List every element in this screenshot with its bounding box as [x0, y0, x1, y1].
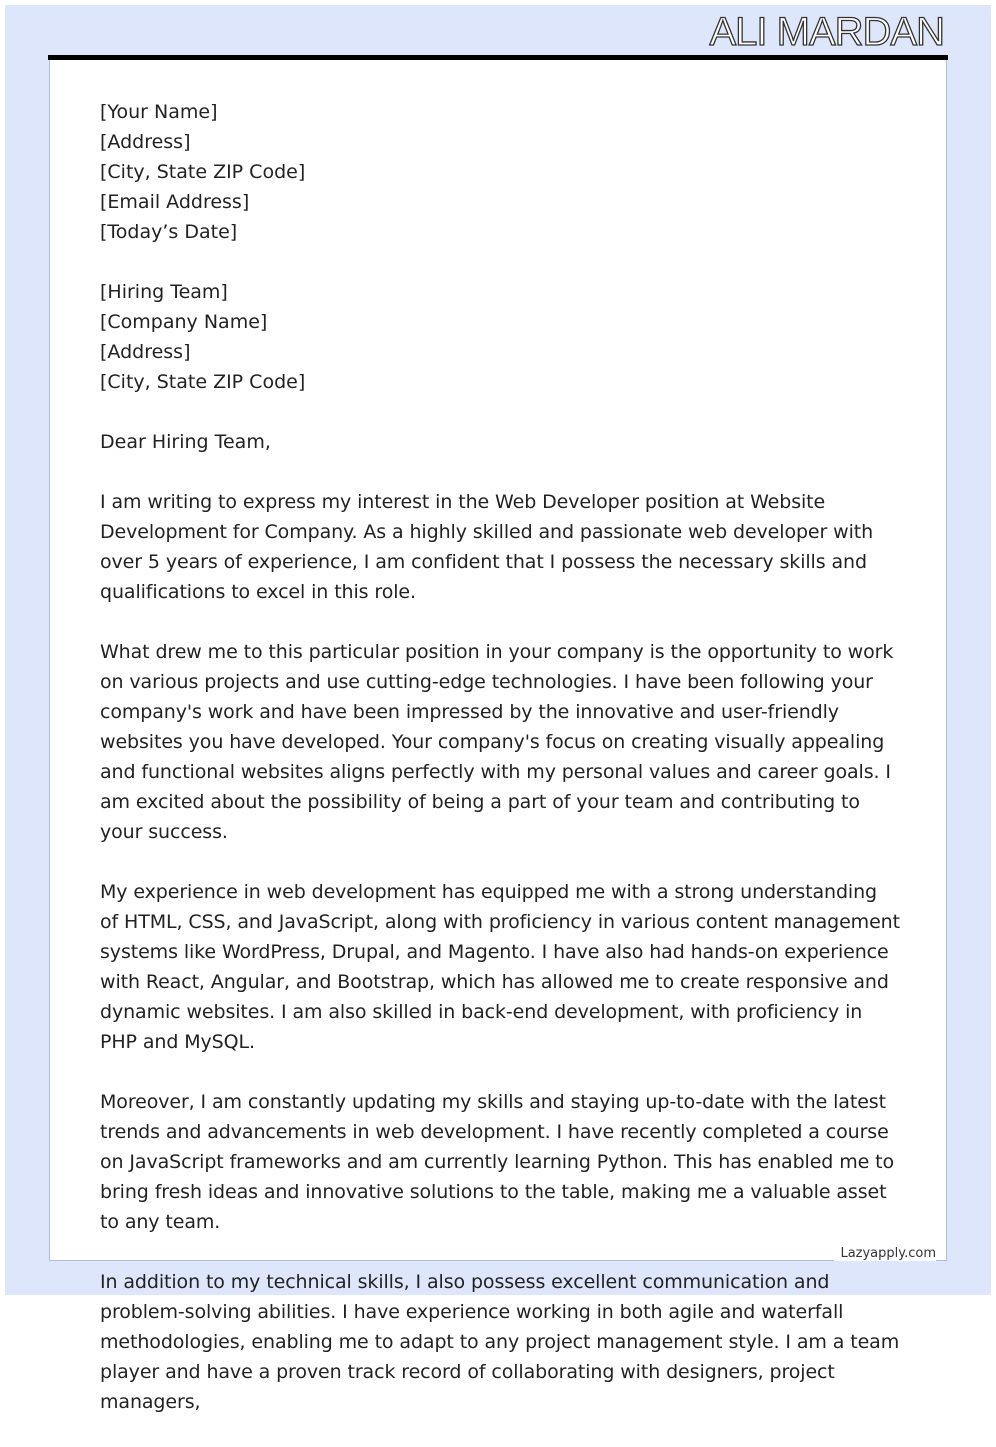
paragraph-2: What drew me to this particular position in your company is the opportunity to work on various projects and use cutting-edge technologies. I have been following your company's work and have been impressed by the innovative and user-friendly websites you have developed. Your company's focus on creating visually appealing and functional websites aligns perfectly with my personal values and career goals. I am excited about the possibility of being a part of your team and contributing to your success.	[100, 641, 894, 843]
recipient-block	[100, 277, 900, 397]
sender-date: [Today’s Date]	[100, 221, 238, 243]
sender-name: [Your Name]	[100, 101, 218, 123]
sender-block	[100, 97, 900, 247]
spacer	[100, 247, 900, 277]
paragraph-5: In addition to my technical skills, I also possess excellent communication and problem-solving abilities. I have experience working in both agile and waterfall methodologies, enabling me to adapt to any project management style. I am a team player and have a proven track record of collaborating with designers, project managers,	[100, 1271, 900, 1413]
sender-city: [City, State ZIP Code]	[100, 161, 306, 183]
spacer	[100, 457, 900, 487]
paragraph-4: Moreover, I am constantly updating my skills and staying up-to-date with the latest trends and advancements in web development. I have recently completed a course on JavaScript frameworks and am currently learning Python. This has enabled me to bring fresh ideas and innovative solutions to the table, making me a valuable asset to any team.	[100, 1091, 895, 1233]
header-name: ALI MARDAN	[709, 10, 944, 54]
sender-email: [Email Address]	[100, 191, 250, 213]
recipient-city: [City, State ZIP Code]	[100, 371, 306, 393]
recipient-company: [Company Name]	[100, 311, 268, 333]
watermark: Lazyapply.com	[834, 1246, 936, 1261]
sender-address: [Address]	[100, 131, 191, 153]
salutation: Dear Hiring Team,	[100, 431, 271, 453]
recipient-team: [Hiring Team]	[100, 281, 228, 303]
letter-body	[100, 97, 900, 1447]
paragraph-3: My experience in web development has equipped me with a strong understanding of HTML, CSS, and JavaScript, along with proficiency in various content management systems like WordPress, Drupal, and Magento. I have also had hands-on experience with React, Angular, and Bootstrap, which has allowed me to create responsive and dynamic websites. I am also skilled in back-end development, with proficiency in PHP and MySQL.	[100, 881, 900, 1053]
recipient-address: [Address]	[100, 341, 191, 363]
paragraph-1: I am writing to express my interest in the Web Developer position at Website Development for Company. As a highly skilled and passionate web developer with over 5 years of experience, I am confident that I possess the necessary skills and qualifications to excel in this role.	[100, 491, 874, 603]
spacer	[100, 397, 900, 427]
